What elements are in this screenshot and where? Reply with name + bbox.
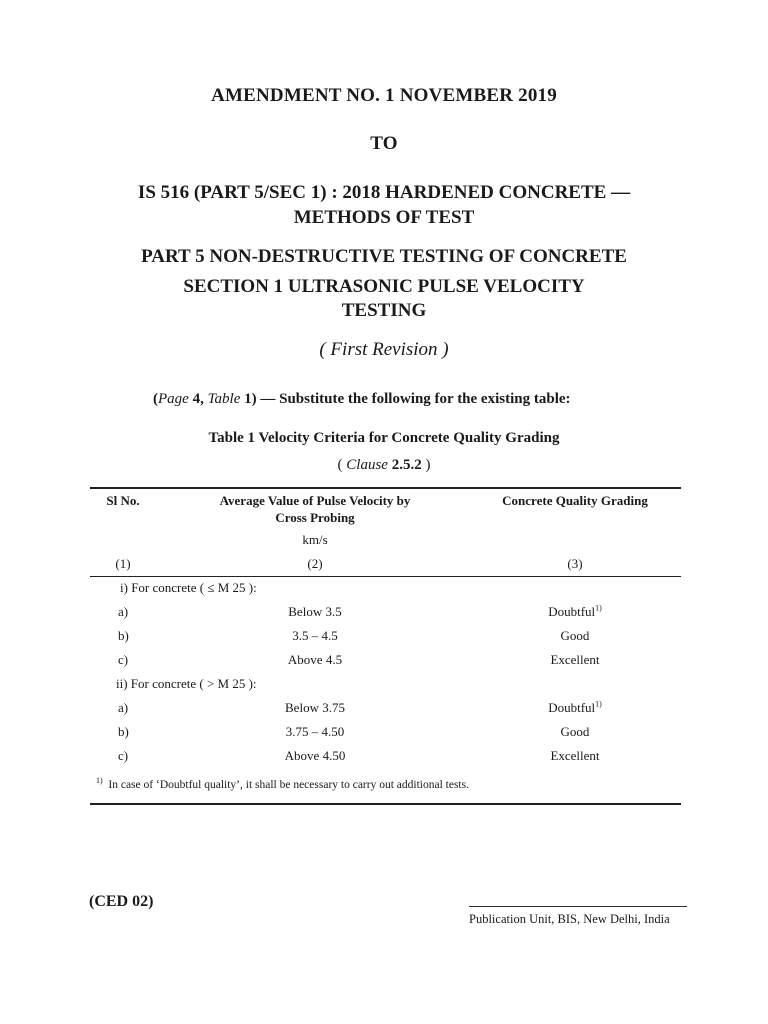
row-sl: b) — [118, 724, 129, 739]
revision-label: ( First Revision ) — [319, 339, 449, 360]
to-label: TO — [370, 133, 398, 154]
committee-code: (CED 02) — [89, 893, 154, 910]
header-velocity-unit: km/s — [302, 532, 328, 547]
row-grade: Good — [560, 628, 590, 643]
amendment-instruction: (Page 4, Table 1) — Substitute the following for the existing table: — [153, 391, 571, 407]
col-number-2: (2) — [307, 556, 323, 571]
col-number-1: (1) — [115, 556, 131, 571]
col-number-3: (3) — [567, 556, 583, 571]
publisher-rule — [469, 906, 687, 907]
table-header-rule — [90, 576, 681, 577]
table-title: Table 1 Velocity Criteria for Concrete Quality Grading — [208, 430, 560, 446]
group-label: i) For concrete ( ≤ M 25 ): — [120, 580, 257, 595]
row-velocity: Above 4.5 — [287, 652, 343, 667]
row-velocity: 3.75 – 4.50 — [285, 724, 345, 739]
standard-title-line2: METHODS OF TEST — [293, 207, 475, 228]
header-sl-no: Sl No. — [106, 493, 140, 508]
amendment-title: AMENDMENT NO. 1 NOVEMBER 2019 — [211, 85, 557, 106]
row-sl: c) — [118, 652, 129, 667]
row-velocity: 3.5 – 4.5 — [292, 628, 338, 643]
publisher-line: Publication Unit, BIS, New Delhi, India — [469, 912, 670, 926]
table-footnote — [96, 776, 469, 791]
row-sl: b) — [118, 628, 129, 643]
standard-title-line1: IS 516 (PART 5/SEC 1) : 2018 HARDENED CONCRETE — — [137, 182, 631, 203]
row-velocity: Above 4.50 — [284, 748, 346, 763]
header-grading: Concrete Quality Grading — [502, 493, 648, 508]
header-velocity-line1: Average Value of Pulse Velocity by — [219, 493, 411, 508]
table-bottom-rule — [90, 803, 681, 805]
row-grade: Good — [560, 724, 590, 739]
header-velocity-line2: Cross Probing — [275, 510, 355, 525]
row-sl: c) — [118, 748, 129, 763]
header-velocity — [190, 492, 440, 526]
part-title: PART 5 NON-DESTRUCTIVE TESTING OF CONCRETE — [141, 246, 627, 267]
footnote-mark: 1) — [96, 776, 103, 786]
row-sl: a) — [118, 700, 129, 715]
row-velocity: Below 3.5 — [288, 604, 342, 619]
row-sl: a) — [118, 604, 129, 619]
row-grade: Excellent — [550, 748, 600, 763]
row-grade: Doubtful$^{1)}$ — [548, 699, 602, 715]
table-clause-ref: ( Clause 2.5.2 ) — [337, 457, 431, 473]
row-velocity: Below 3.75 — [285, 700, 345, 715]
section-title-line2: TESTING — [341, 300, 427, 321]
section-title-line1: SECTION 1 ULTRASONIC PULSE VELOCITY — [183, 276, 585, 297]
footnote-text: In case of ‘Doubtful quality’, it shall be necessary to carry out additional tests. — [108, 779, 469, 791]
group-label: ii) For concrete ( > M 25 ): — [116, 676, 257, 691]
table-top-rule — [90, 487, 681, 489]
row-grade: Doubtful$^{1)}$ — [548, 603, 602, 619]
row-grade: Excellent — [550, 652, 600, 667]
